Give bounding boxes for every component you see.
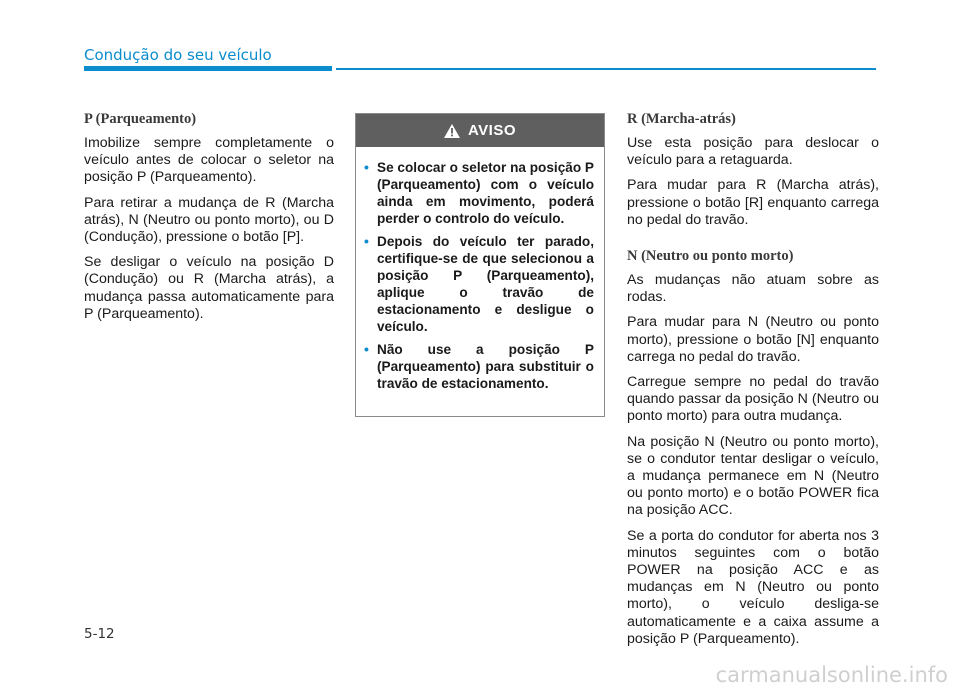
list-item: • Não use a posição P (Parqueamento) para substituir o travão de estacionamento. [364, 341, 594, 391]
list-item: • Depois do veículo ter parado, certifique-se de que selecionou a posição P (Parqueamento), aplique o travão de estacionamento e desligue o veículo. [364, 233, 594, 334]
list-item: • Se colocar o seletor na posição P (Parqueamento) com o veículo ainda em movimento, poderá perder o controlo do veículo. [364, 159, 594, 226]
warning-title: AVISO [467, 122, 517, 139]
warning-box [355, 113, 605, 417]
bullet-icon: • [364, 341, 369, 357]
paragraph: Na posição N (Neutro ou ponto morto), se o condutor tentar desligar o veículo, a mudança permanece em N (Neutro ou ponto morto) e o botão POWER fica na posição ACC. [627, 433, 879, 519]
paragraph: Se desligar o veículo na posição D (Condução) ou R (Marcha atrás), a mudança passa automaticamente para P (Parqueamento). [84, 254, 334, 322]
right-column [627, 110, 879, 656]
paragraph: Para mudar para N (Neutro ou ponto morto), pressione o botão [N] enquanto carrega no pedal do travão. [627, 314, 879, 365]
bullet-icon: • [364, 233, 369, 249]
warning-header [356, 114, 604, 147]
paragraph: Se a porta do condutor for aberta nos 3 minutos seguintes com o botão POWER na posição ACC e as mudanças em N (Neutro ou ponto morto), o veículo desliga-se automaticamente e a caixa assume a posição P (Parqueamento). [627, 527, 879, 647]
bullet-icon: • [364, 159, 369, 175]
paragraph: Use esta posição para deslocar o veículo para a retaguarda. [627, 135, 879, 169]
section-heading-n: N (Neutro ou ponto morto) [627, 248, 794, 265]
watermark: carmanualsonline.info [715, 663, 948, 687]
header-rule-thin [336, 68, 876, 70]
paragraph: Imobilize sempre completamente o veículo antes de colocar o seletor na posição P (Parqueamento). [84, 135, 334, 186]
header-rule-thick [84, 66, 332, 71]
header-title: Condução do seu veículo [84, 46, 272, 64]
left-column [84, 110, 334, 331]
paragraph: Carregue sempre no pedal do travão quando passar da posição N (Neutro ou ponto morto) para outra mudança. [627, 374, 879, 425]
section-heading-r: R (Marcha-atrás) [627, 111, 736, 127]
paragraph: Para retirar a mudança de R (Marcha atrás), N (Neutro ou ponto morto), ou D (Condução), pressione o botão [P]. [84, 194, 334, 246]
warning-list [356, 147, 604, 392]
paragraph: Para mudar para R (Marcha atrás), pressione o botão [R] enquanto carrega no pedal do travão. [627, 177, 879, 228]
warning-triangle-icon [444, 124, 460, 138]
paragraph: As mudanças não atuam sobre as rodas. [627, 272, 879, 306]
page-number: 5-12 [84, 626, 115, 642]
section-heading-p: P (Parqueamento) [84, 111, 197, 127]
